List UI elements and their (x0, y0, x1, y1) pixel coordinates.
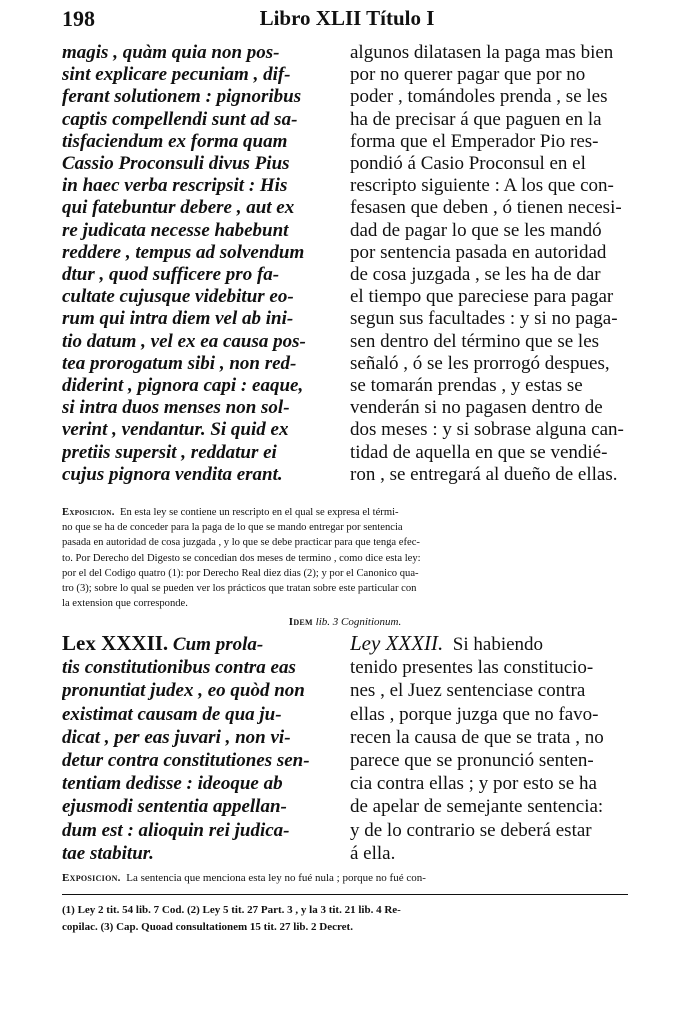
spanish-line: sen dentro del término que se les (350, 330, 600, 352)
page-header (62, 6, 632, 36)
footnote-rule (62, 894, 628, 895)
latin-line: dicat , per eas juvari , non vi- (62, 726, 291, 748)
spanish-line: nes , el Juez sentenciase contra (350, 680, 586, 702)
spanish-line: y de lo contrario se deberá estar (350, 819, 592, 841)
spanish-line: recen la causa de que se trata , no (350, 726, 604, 748)
latin-line: pronuntiat judex , eo quòd non (62, 680, 305, 702)
spanish-line: por no querer pagar que por no (350, 64, 586, 86)
spanish-line: rescripto siguiente : A los que con- (350, 175, 614, 197)
latin-line: in haec verba rescripsit : His (62, 175, 288, 197)
latin-line: cultate cujusque videbitur eo- (62, 286, 294, 308)
idem-reference: lib. 3 Cognitionum. (315, 616, 402, 628)
spanish-column-ley-xxxii (350, 632, 624, 865)
spanish-line: algunos dilatasen la paga mas bien (350, 42, 614, 63)
latin-line: rum qui intra diem vel ab ini- (62, 308, 294, 330)
exposition-1-line: to. Por Derecho del Digesto se concedian dos meses de termino , como dice esta ley: (62, 552, 421, 564)
lex-first-line: Lex XXXII. Cum prola- (62, 632, 264, 655)
spanish-line: dad de pagar lo que se les mandó (350, 219, 602, 241)
latin-line: cujus pignora vendita erant. (62, 463, 283, 485)
spanish-line: forma que el Emperador Pio res- (350, 130, 599, 152)
spanish-line: cia contra ellas ; y por esto se ha (350, 773, 597, 795)
latin-line: ejusmodi sententia appellan- (62, 796, 287, 818)
latin-line: tio datum , vel ex ea causa pos- (62, 330, 306, 352)
latin-line: ferant solutionem : pignoribus (62, 86, 302, 108)
exposition-1-line: Exposicion. En esta ley se contiene un rescripto en el qual se expresa el térmi- (62, 507, 399, 518)
exposition-1-line: tro (3); sobre lo qual se pueden ver los prácticos que tratan sobre este particular con (62, 583, 417, 595)
idem-word: Idem (288, 616, 313, 628)
latin-line: sint explicare pecuniam , dif- (62, 64, 291, 86)
latin-line: diderint , pignora capi : eaque, (62, 375, 304, 397)
exposition-label: Exposicion. (62, 507, 115, 518)
footnotes (62, 902, 628, 936)
spanish-line: tenido presentes las constitucio- (350, 657, 594, 679)
source-citation (62, 616, 628, 628)
spanish-line: por sentencia pasada en autoridad (350, 241, 607, 263)
latin-line: existimat causam de qua ju- (62, 703, 282, 725)
latin-line: tis constitutionibus contra eas (62, 657, 296, 679)
spanish-column-top (350, 42, 624, 486)
latin-column-lex-xxxii (62, 632, 334, 865)
page-number: 198 (62, 6, 95, 31)
spanish-line: ron , se entregará al dueño de ellas. (350, 463, 618, 485)
latin-line: detur contra constitutiones sen- (62, 750, 310, 772)
spanish-line: de apelar de semejante sentencia: (350, 796, 604, 818)
spanish-line: se tomarán prendas , y estas se (350, 375, 583, 397)
latin-line: tisfaciendum ex forma quam (62, 130, 288, 152)
latin-line: qui fatebuntur debere , aut ex (62, 197, 295, 219)
exposition-2-text: La sentencia que menciona esta ley no fué nula ; porque no fué con- (126, 872, 426, 884)
latin-line: si intra duos menses non sol- (62, 397, 290, 419)
running-title: Libro XLII Título I (259, 6, 435, 30)
lex-heading: Lex XXXII. (62, 632, 169, 655)
exposition-label: Exposicion. (62, 872, 121, 884)
spanish-line: dos meses : y si sobrase alguna can- (350, 419, 624, 441)
exposition-1-line: por el del Codigo quatro (1): por Derecho Real diez dias (2); y por el Canonico qua- (62, 567, 419, 579)
latin-line: pretiis supersit , reddatur ei (62, 441, 277, 463)
latin-line: dtur , quod sufficere pro fa- (62, 264, 280, 286)
latin-line: tae stabitur. (62, 842, 154, 864)
latin-line: dum est : alioquin rei judica- (62, 819, 290, 841)
latin-line: captis compellendi sunt ad sa- (62, 108, 298, 130)
latin-line: tentiam dedisse : ideoque ab (62, 773, 283, 795)
spanish-line: venderán si no pagasen dentro de (350, 397, 603, 419)
footnote-line: (1) Ley 2 tit. 54 lib. 7 Cod. (2) Ley 5 tit. 27 Part. 3 , y la 3 tit. 21 lib. 4 Re- (62, 904, 401, 916)
latin-line: Cassio Proconsuli divus Pius (62, 153, 290, 175)
spanish-line: señaló , ó se les prorrogó despues, (350, 352, 610, 374)
spanish-line: el tiempo que pareciese para pagar (350, 286, 614, 308)
footnote-line: copilac. (3) Cap. Quoad consultationem 15 tit. 27 lib. 2 Decret. (62, 921, 353, 933)
spanish-line: á ella. (350, 842, 396, 864)
spanish-line: segun sus facultades : y si no paga- (350, 308, 618, 330)
spanish-line: poder , tomándoles prenda , se les (350, 86, 608, 108)
latin-line: reddere , tempus ad solvendum (62, 241, 305, 263)
exposition-1-line: pasada en autoridad de cosa juzgada , y lo que se debe practicar para que tenga efec- (62, 537, 420, 549)
latin-line: tea prorogatum sibi , non red- (62, 352, 297, 374)
ley-heading: Ley XXXII. (350, 632, 444, 655)
exposition-1-line: la extension que corresponde. (62, 598, 188, 610)
latin-line: magis , quàm quia non pos- (62, 42, 280, 63)
spanish-line: parece que se pronunció senten- (350, 750, 594, 772)
spanish-line: ha de precisar á que paguen en la (350, 108, 602, 130)
latin-column-top (62, 42, 334, 486)
ley-first-line: Ley XXXII. Si habiendo (350, 632, 544, 655)
latin-line: re judicata necesse habebunt (62, 219, 289, 241)
latin-line: verint , vendantur. Si quid ex (62, 419, 289, 441)
spanish-line: tidad de aquella en que se vendié- (350, 441, 608, 463)
spanish-line: de cosa juzgada , se les ha de dar (350, 264, 601, 286)
spanish-line: pondió á Casio Proconsul en el (350, 153, 586, 175)
exposition-paragraph-1 (62, 505, 628, 611)
spanish-line: fesasen que deben , ó tienen necesi- (350, 197, 622, 219)
exposition-paragraph-2 (62, 872, 628, 884)
exposition-1-line: no que se ha de conceder para la paga de lo que se mando entregar por sentencia (62, 522, 403, 534)
spanish-line: ellas , porque juzga que no favo- (350, 703, 599, 725)
